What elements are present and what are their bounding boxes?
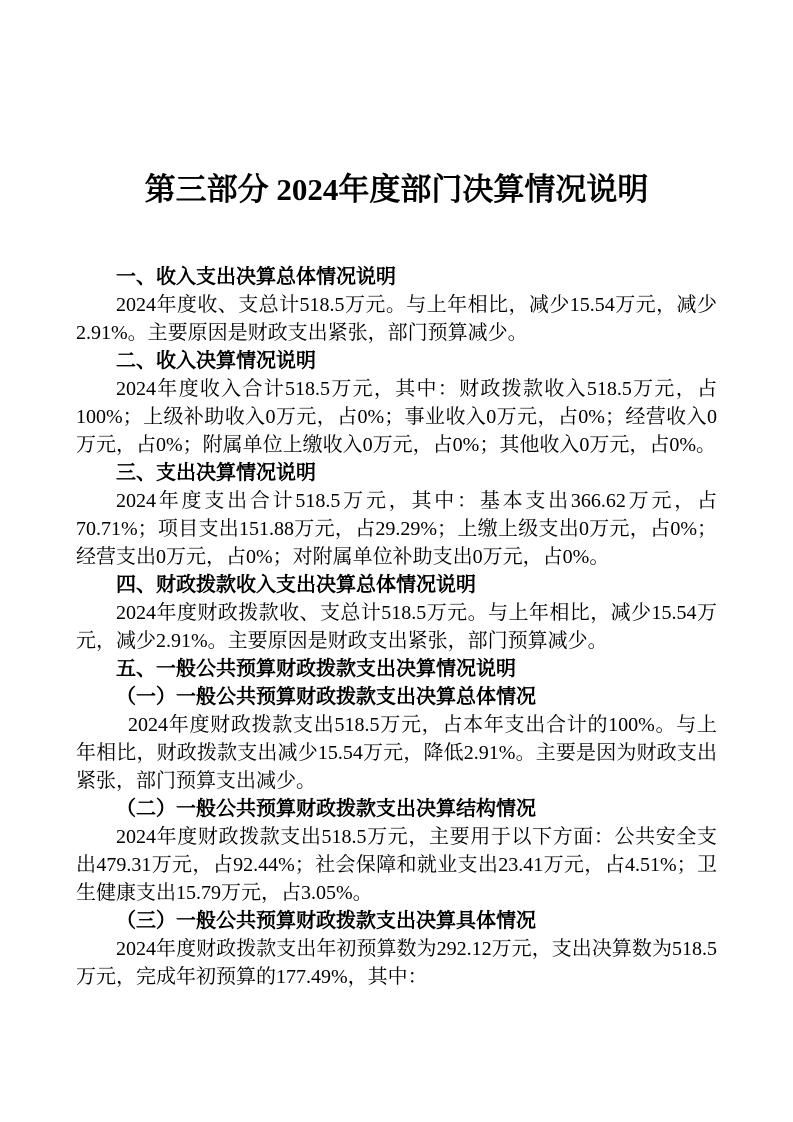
- section-5-sub-2-heading: （二）一般公共预算财政拨款支出决算结构情况: [116, 798, 536, 820]
- section-5-heading: 五、一般公共预算财政拨款支出决算情况说明: [116, 658, 516, 680]
- section-5-sub-3-paragraph: 2024年度财政拨款支出年初预算数为292.12万元，支出决算数为518.5万元，完成年初预算的177.49%，其中：: [76, 938, 717, 988]
- section-5-sub-1-paragraph: 2024年度财政拨款支出518.5万元，占本年支出合计的100%。与上年相比，财政拨款支出减少15.54万元，降低2.91%。主要是因为财政支出紧张，部门预算支出减少。: [76, 714, 717, 792]
- section-5-sub-1-heading: （一）一般公共预算财政拨款支出决算总体情况: [116, 686, 536, 708]
- section-2-heading: 二、收入决算情况说明: [116, 350, 316, 372]
- section-2-paragraph: 2024年度收入合计518.5万元，其中：财政拨款收入518.5万元，占100%；上级补助收入0万元，占0%；事业收入0万元，占0%；经营收入0万元，占0%；附属单位上缴收入0万元，占0%；其他收入0万元，占0%。: [76, 378, 717, 456]
- section-5-sub-3-heading: （三）一般公共预算财政拨款支出决算具体情况: [116, 910, 536, 932]
- section-4-paragraph: 2024年度财政拨款收、支总计518.5万元。与上年相比，减少15.54万元，减少2.91%。主要原因是财政支出紧张，部门预算减少。: [76, 602, 717, 652]
- section-3-heading: 三、支出决算情况说明: [116, 462, 316, 484]
- section-1-paragraph: 2024年度收、支总计518.5万元。与上年相比，减少15.54万元，减少2.91%。主要原因是财政支出紧张，部门预算减少。: [76, 294, 717, 344]
- section-3-paragraph: 2024年度支出合计518.5万元，其中：基本支出366.62万元，占70.71%；项目支出151.88万元，占29.29%；上缴上级支出0万元，占0%；经营支出0万元，占0%；对附属单位补助支出0万元，占0%。: [76, 490, 717, 568]
- section-4-heading: 四、财政拨款收入支出决算总体情况说明: [116, 574, 476, 596]
- document-body: [76, 263, 717, 991]
- section-1-heading: 一、收入支出决算总体情况说明: [116, 266, 396, 288]
- section-5-sub-2-paragraph: 2024年度财政拨款支出518.5万元，主要用于以下方面：公共安全支出479.31万元，占92.44%；社会保障和就业支出23.41万元，占4.51%；卫生健康支出15.79万元，占3.05%。: [76, 826, 717, 904]
- document-title: 第三部分 2024年度部门决算情况说明: [144, 172, 649, 207]
